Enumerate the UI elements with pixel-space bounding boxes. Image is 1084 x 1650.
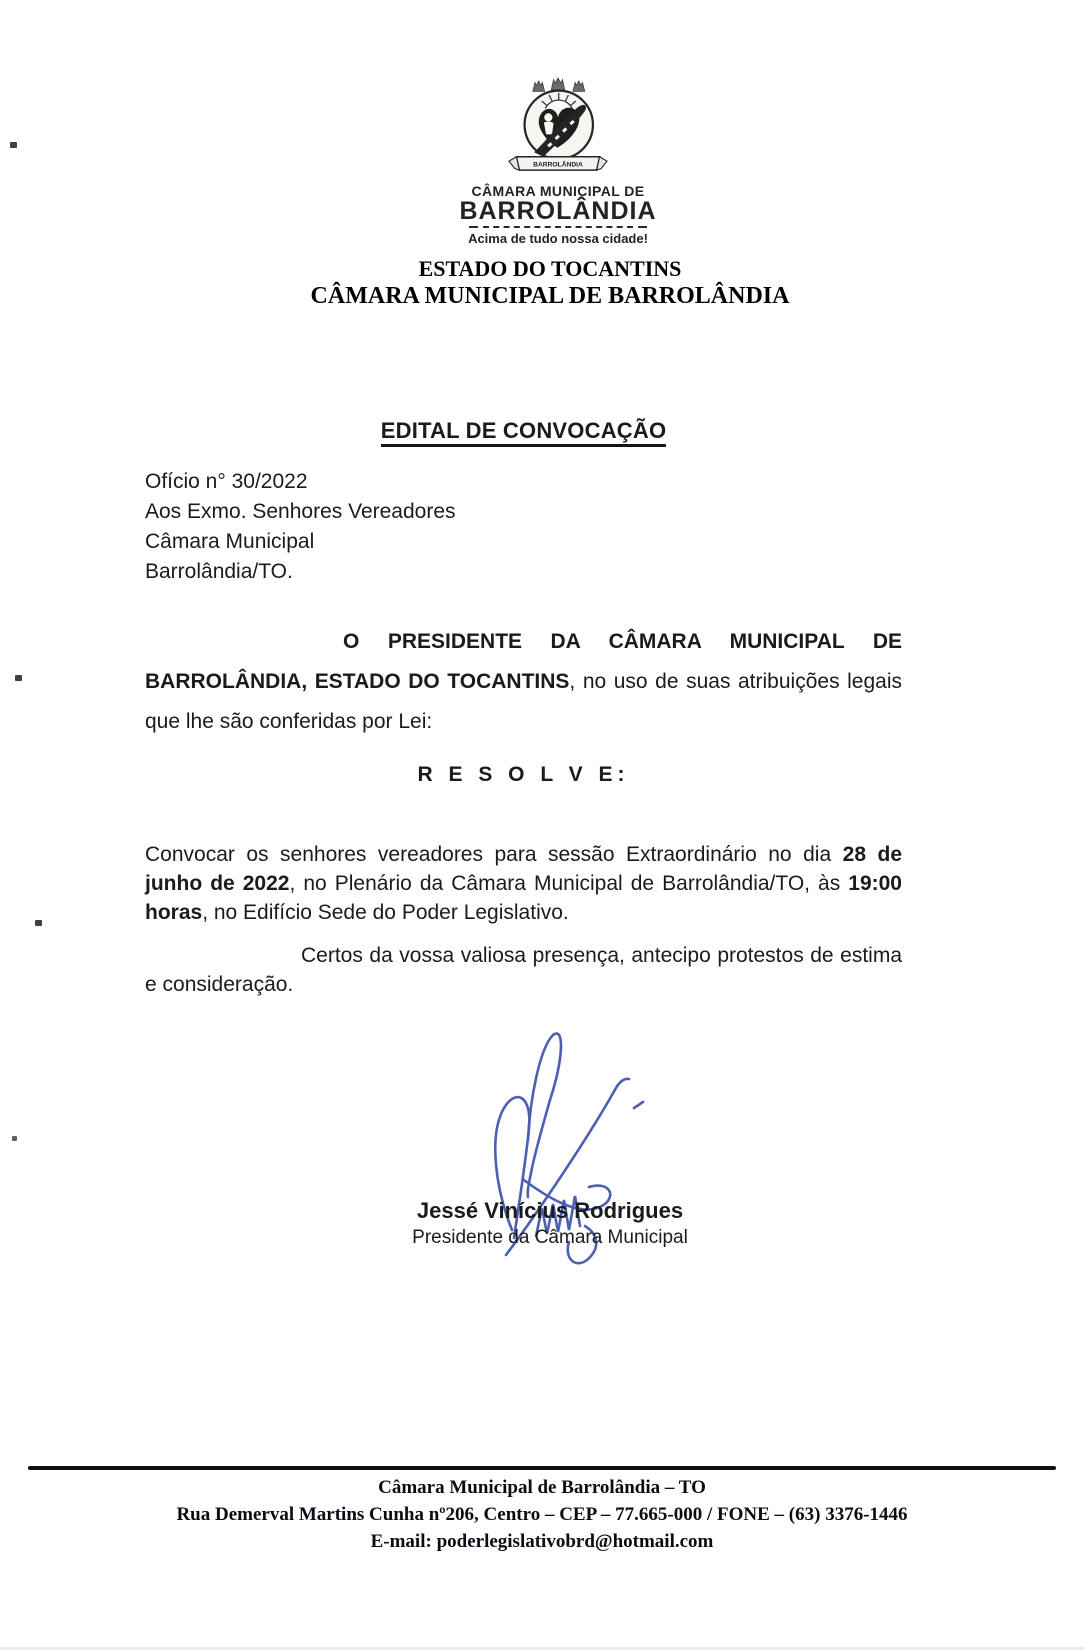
scan-artifact-dot xyxy=(35,920,42,926)
para2-date: 28 de junho de 2022 xyxy=(145,843,902,895)
letterhead-chamber: CÂMARA MUNICIPAL DE BARROLÂNDIA xyxy=(310,283,790,309)
letterhead xyxy=(0,256,1084,310)
barrolandia-crest-icon xyxy=(474,75,642,179)
addressee-line: Aos Exmo. Senhores Vereadores xyxy=(145,500,456,523)
svg-text:BARROLÂNDIA: BARROLÂNDIA xyxy=(533,161,583,169)
paragraph-president-rest: , no uso de suas atribuições legais que lhe são conferidas por Lei: xyxy=(145,670,902,733)
para2-end: , no Edifício Sede do Poder Legislativo. xyxy=(202,901,569,924)
document-title-wrap xyxy=(145,418,902,444)
footer-divider xyxy=(28,1466,1056,1470)
municipal-logo xyxy=(8,75,1084,246)
logo-org-line1: CÂMARA MUNICIPAL DE xyxy=(471,183,645,199)
addressee-line: Câmara Municipal xyxy=(145,530,315,553)
letterhead-state: ESTADO DO TOCANTINS xyxy=(418,256,682,281)
para2-time: 19:00 horas xyxy=(145,872,902,924)
signer-name: Jessé Vinícius Rodrigues xyxy=(416,1198,684,1223)
paragraph-closing: Certos da vossa valiosa presença, antecipo protestos de estima e consideração. xyxy=(145,944,902,996)
para2-mid: , no Plenário da Câmara Municipal de Barrolândia/TO, às xyxy=(289,872,849,895)
scan-artifact-dot xyxy=(12,1136,17,1141)
addressee-block xyxy=(145,467,902,587)
paragraph-president xyxy=(145,622,902,742)
logo-tagline: Acima de tudo nossa cidade! xyxy=(468,231,648,246)
scan-artifact-dot xyxy=(15,675,22,681)
signer-role: Presidente da Câmara Municipal xyxy=(412,1227,688,1248)
oficio-number: Ofício n° 30/2022 xyxy=(145,470,308,493)
para2-start: Convocar os senhores vereadores para sessão Extraordinário no dia xyxy=(145,843,843,866)
resolve-heading: R E S O L V E: xyxy=(417,763,630,786)
logo-org-line2: BARROLÂNDIA xyxy=(459,197,657,225)
logo-divider xyxy=(469,226,647,228)
footer-email: E-mail: poderlegislativobrd@hotmail.com xyxy=(370,1531,714,1552)
paragraph-president-bold: O PRESIDENTE DA CÂMARA MUNICIPAL DE BARROLÂNDIA, ESTADO DO TOCANTINS xyxy=(145,630,902,693)
footer-org: Câmara Municipal de Barrolândia – TO xyxy=(378,1477,706,1498)
footer xyxy=(0,1474,1084,1555)
document-title: EDITAL DE CONVOCAÇÃO xyxy=(381,418,667,447)
paragraph-convocation xyxy=(145,840,902,927)
footer-address: Rua Demerval Martins Cunha nº206, Centro – CEP – 77.665-000 / FONE – (63) 3376-1446 xyxy=(176,1504,908,1525)
addressee-line: Barrolândia/TO. xyxy=(145,560,293,583)
